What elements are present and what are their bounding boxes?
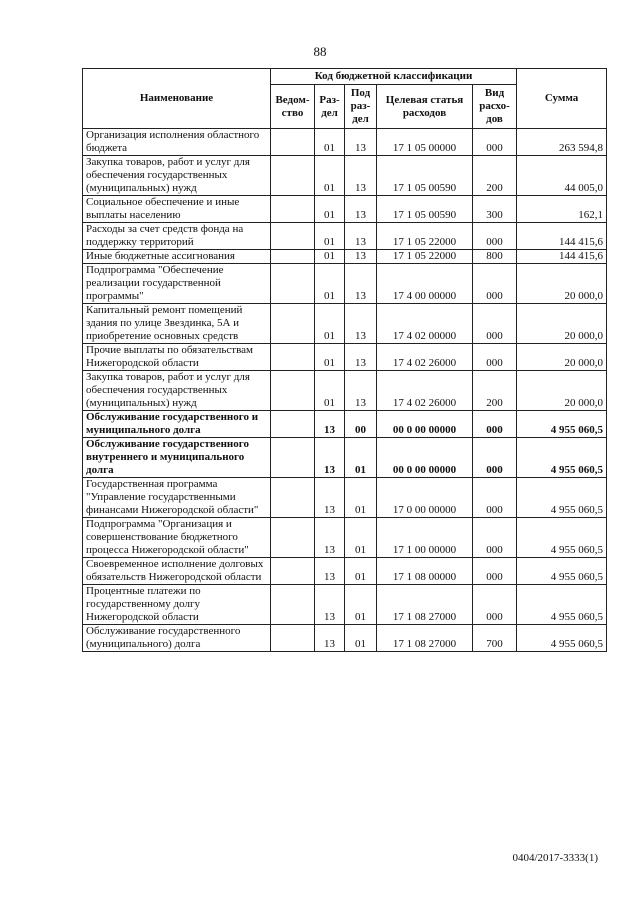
- row-razdel: 13: [315, 625, 345, 652]
- row-vedomstvo: [271, 344, 315, 371]
- row-name: Закупка товаров, работ и услуг для обеспечения государственных (муниципальных) нужд: [83, 371, 271, 411]
- row-razdel: 13: [315, 478, 345, 518]
- table-body: [83, 129, 607, 652]
- row-podrazdel: 13: [345, 196, 377, 223]
- row-sum: 263 594,8: [517, 129, 607, 156]
- row-sum: 4 955 060,5: [517, 478, 607, 518]
- header-code-group: Код бюджетной классификации: [271, 69, 517, 85]
- row-vid: 000: [473, 518, 517, 558]
- row-razdel: 01: [315, 304, 345, 344]
- row-target: 17 1 05 00000: [377, 129, 473, 156]
- row-vedomstvo: [271, 625, 315, 652]
- row-podrazdel: 01: [345, 585, 377, 625]
- row-vid: 000: [473, 411, 517, 438]
- row-vedomstvo: [271, 264, 315, 304]
- table-row: [83, 411, 607, 438]
- row-razdel: 13: [315, 558, 345, 585]
- row-sum: 162,1: [517, 196, 607, 223]
- table-row: [83, 344, 607, 371]
- row-target: 00 0 00 00000: [377, 438, 473, 478]
- row-vedomstvo: [271, 518, 315, 558]
- row-vedomstvo: [271, 223, 315, 250]
- table-header: [83, 69, 607, 129]
- row-podrazdel: 01: [345, 558, 377, 585]
- table-row: [83, 264, 607, 304]
- row-razdel: 13: [315, 585, 345, 625]
- row-vid: 300: [473, 196, 517, 223]
- row-target: 17 0 00 00000: [377, 478, 473, 518]
- row-name: Закупка товаров, работ и услуг для обеспечения государственных (муниципальных) нужд: [83, 156, 271, 196]
- budget-table: [82, 68, 607, 652]
- row-target: 17 1 08 27000: [377, 585, 473, 625]
- row-name: Процентные платежи по государственному долгу Нижегородской области: [83, 585, 271, 625]
- row-sum: 20 000,0: [517, 304, 607, 344]
- row-name: Организация исполнения областного бюджета: [83, 129, 271, 156]
- table-row: [83, 196, 607, 223]
- row-sum: 20 000,0: [517, 371, 607, 411]
- row-podrazdel: 01: [345, 478, 377, 518]
- row-vedomstvo: [271, 411, 315, 438]
- row-razdel: 01: [315, 264, 345, 304]
- row-target: 00 0 00 00000: [377, 411, 473, 438]
- row-podrazdel: 01: [345, 625, 377, 652]
- row-razdel: 13: [315, 411, 345, 438]
- row-vedomstvo: [271, 304, 315, 344]
- row-podrazdel: 13: [345, 156, 377, 196]
- row-vid: 000: [473, 129, 517, 156]
- row-sum: 4 955 060,5: [517, 625, 607, 652]
- row-vid: 000: [473, 304, 517, 344]
- header-vid: Вид расхо-дов: [473, 85, 517, 129]
- row-podrazdel: 13: [345, 304, 377, 344]
- row-razdel: 13: [315, 438, 345, 478]
- table-row: [83, 304, 607, 344]
- row-vid: 200: [473, 371, 517, 411]
- row-sum: 4 955 060,5: [517, 411, 607, 438]
- row-sum: 20 000,0: [517, 344, 607, 371]
- row-name: Государственная программа "Управление государственными финансами Нижегородской области": [83, 478, 271, 518]
- row-podrazdel: 13: [345, 223, 377, 250]
- table-row: [83, 585, 607, 625]
- table-row: [83, 129, 607, 156]
- row-name: Прочие выплаты по обязательствам Нижегородской области: [83, 344, 271, 371]
- row-sum: 20 000,0: [517, 264, 607, 304]
- row-name: Расходы за счет средств фонда на поддержку территорий: [83, 223, 271, 250]
- table-row: [83, 156, 607, 196]
- row-vid: 700: [473, 625, 517, 652]
- row-name: Социальное обеспечение и иные выплаты населению: [83, 196, 271, 223]
- row-razdel: 01: [315, 129, 345, 156]
- row-razdel: 01: [315, 156, 345, 196]
- row-vid: 000: [473, 223, 517, 250]
- header-razdel: Раз-дел: [315, 85, 345, 129]
- row-target: 17 1 08 27000: [377, 625, 473, 652]
- row-sum: 4 955 060,5: [517, 585, 607, 625]
- row-vedomstvo: [271, 371, 315, 411]
- row-vedomstvo: [271, 438, 315, 478]
- row-name: Обслуживание государственного (муниципального) долга: [83, 625, 271, 652]
- row-target: 17 1 05 00590: [377, 156, 473, 196]
- row-razdel: 01: [315, 250, 345, 264]
- row-vid: 200: [473, 156, 517, 196]
- header-name: Наименование: [83, 69, 271, 129]
- table-row: [83, 478, 607, 518]
- row-razdel: 01: [315, 344, 345, 371]
- row-vid: 000: [473, 585, 517, 625]
- row-razdel: 01: [315, 371, 345, 411]
- table-row: [83, 223, 607, 250]
- document-code: 0404/2017-3333(1): [512, 852, 598, 864]
- header-vedomstvo: Ведом-ство: [271, 85, 315, 129]
- table-row: [83, 518, 607, 558]
- row-target: 17 1 08 00000: [377, 558, 473, 585]
- row-name: Подпрограмма "Обеспечение реализации государственной программы": [83, 264, 271, 304]
- row-vid: 000: [473, 438, 517, 478]
- row-target: 17 4 02 00000: [377, 304, 473, 344]
- row-vid: 800: [473, 250, 517, 264]
- table-row: [83, 371, 607, 411]
- row-name: Подпрограмма "Организация и совершенствование бюджетного процесса Нижегородской области": [83, 518, 271, 558]
- row-vid: 000: [473, 264, 517, 304]
- row-vid: 000: [473, 344, 517, 371]
- page-number: 88: [313, 44, 327, 59]
- row-target: 17 1 05 00590: [377, 196, 473, 223]
- row-podrazdel: 13: [345, 344, 377, 371]
- row-sum: 4 955 060,5: [517, 558, 607, 585]
- row-target: 17 4 02 26000: [377, 344, 473, 371]
- row-name: Своевременное исполнение долговых обязательств Нижегородской области: [83, 558, 271, 585]
- row-sum: 4 955 060,5: [517, 438, 607, 478]
- row-razdel: 01: [315, 196, 345, 223]
- row-sum: 44 005,0: [517, 156, 607, 196]
- row-vedomstvo: [271, 250, 315, 264]
- table-row: [83, 438, 607, 478]
- table-row: [83, 250, 607, 264]
- row-razdel: 01: [315, 223, 345, 250]
- row-vedomstvo: [271, 129, 315, 156]
- header-target: Целевая статья расходов: [377, 85, 473, 129]
- row-sum: 4 955 060,5: [517, 518, 607, 558]
- row-vid: 000: [473, 478, 517, 518]
- row-vedomstvo: [271, 196, 315, 223]
- row-podrazdel: 13: [345, 250, 377, 264]
- row-target: 17 4 02 26000: [377, 371, 473, 411]
- header-podrazdel: Под раз-дел: [345, 85, 377, 129]
- row-target: 17 4 00 00000: [377, 264, 473, 304]
- header-sum: Сумма: [517, 69, 607, 129]
- row-podrazdel: 13: [345, 371, 377, 411]
- row-sum: 144 415,6: [517, 250, 607, 264]
- row-podrazdel: 13: [345, 129, 377, 156]
- row-name: Обслуживание государственного внутреннего и муниципального долга: [83, 438, 271, 478]
- row-target: 17 1 05 22000: [377, 223, 473, 250]
- row-name: Иные бюджетные ассигнования: [83, 250, 271, 264]
- table-row: [83, 625, 607, 652]
- row-podrazdel: 13: [345, 264, 377, 304]
- row-name: Обслуживание государственного и муниципального долга: [83, 411, 271, 438]
- row-razdel: 13: [315, 518, 345, 558]
- row-vedomstvo: [271, 585, 315, 625]
- row-podrazdel: 01: [345, 518, 377, 558]
- row-sum: 144 415,6: [517, 223, 607, 250]
- row-target: 17 1 00 00000: [377, 518, 473, 558]
- row-podrazdel: 01: [345, 438, 377, 478]
- row-target: 17 1 05 22000: [377, 250, 473, 264]
- row-podrazdel: 00: [345, 411, 377, 438]
- row-name: Капитальный ремонт помещений здания по улице Звездинка, 5А и приобретение основных средств: [83, 304, 271, 344]
- row-vedomstvo: [271, 558, 315, 585]
- table-row: [83, 558, 607, 585]
- row-vid: 000: [473, 558, 517, 585]
- row-vedomstvo: [271, 478, 315, 518]
- row-vedomstvo: [271, 156, 315, 196]
